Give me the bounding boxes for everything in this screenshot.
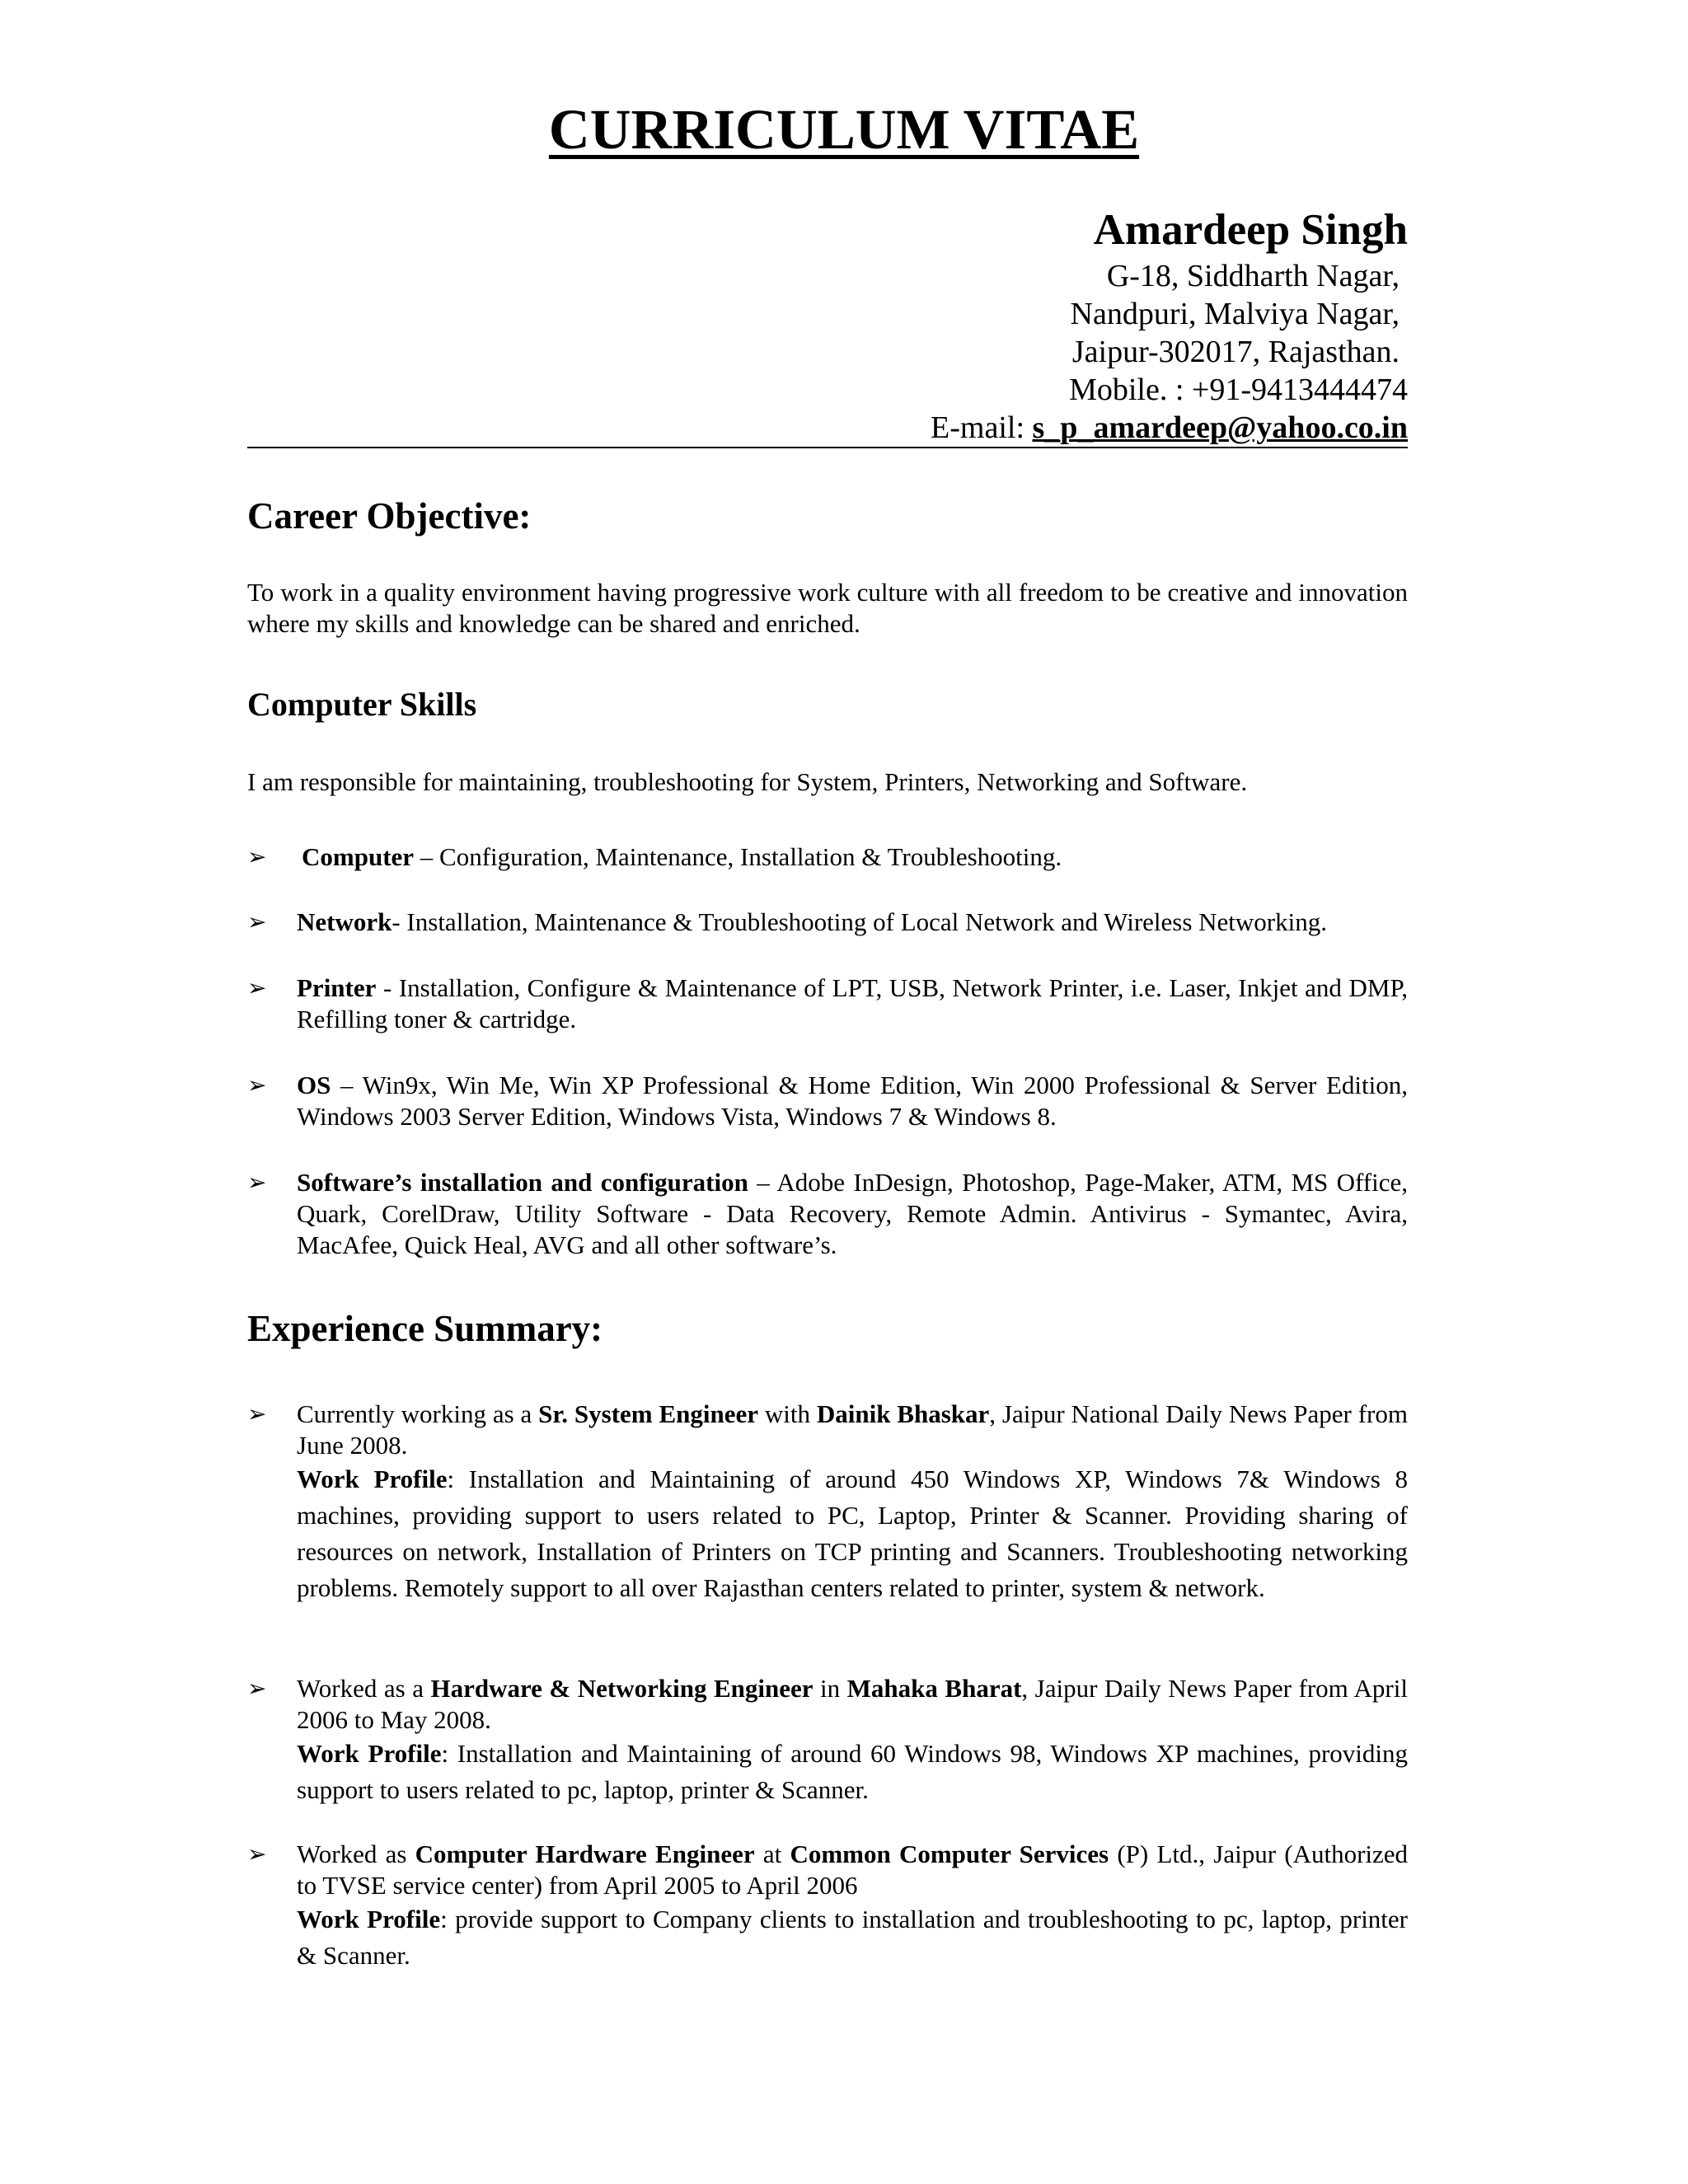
- computer-skills-heading: Computer Skills: [247, 686, 477, 723]
- skill-item-os: [247, 1070, 1408, 1132]
- skill-item-printer: [247, 972, 1408, 1035]
- contact-block: [247, 203, 1408, 447]
- skill-label: Network: [297, 907, 392, 936]
- address-line-3: Jaipur-302017, Rajasthan.: [1071, 335, 1400, 369]
- work-profile-text: : provide support to Company clients to installation and troubleshooting to pc, laptop, printer & Scanner.: [297, 1905, 1409, 1970]
- arrow-bullet-icon: ➢: [247, 1400, 267, 1427]
- work-profile-label: Work Profile: [297, 1905, 441, 1933]
- career-objective-heading: Career Objective:: [247, 495, 532, 537]
- work-profile: [297, 1901, 1408, 1974]
- computer-skills-intro: I am responsible for maintaining, troubleshooting for System, Printers, Networking and Software.: [247, 767, 1248, 796]
- job-role: Hardware & Networking Engineer: [430, 1674, 814, 1703]
- email-link[interactable]: s_p_amardeep@yahoo.co.in: [1032, 410, 1408, 445]
- skill-item-network: [247, 907, 1408, 938]
- arrow-bullet-icon: ➢: [247, 1169, 267, 1196]
- address-line-1: G-18, Siddharth Nagar,: [1106, 259, 1400, 293]
- skill-label: Computer: [302, 842, 415, 871]
- experience-summary-heading: Experience Summary:: [247, 1308, 603, 1349]
- job-organization: Common Computer Services: [790, 1840, 1109, 1868]
- work-profile-text: : Installation and Maintaining of around 450 Windows XP, Windows 7& Windows 8 machines, providing support to users related to PC, Laptop, Printer & Scanner. Providing sharing of resources on network, Installation of Printers on TCP printing and Scanners. Troubleshooting networking problems. Remotely support to all over Rajasthan centers related to printer, system & network.: [297, 1465, 1408, 1602]
- skill-label: Software’s installation and configuration: [297, 1168, 748, 1197]
- arrow-bullet-icon: ➢: [247, 843, 267, 870]
- email-line: [247, 409, 1408, 447]
- work-profile-label: Work Profile: [297, 1739, 442, 1768]
- arrow-bullet-icon: ➢: [247, 908, 267, 935]
- arrow-bullet-icon: ➢: [247, 974, 267, 1001]
- career-objective-text: To work in a quality environment having progressive work culture with all freedom to be creative and innovation where my skills and knowledge can be shared and enriched.: [247, 578, 1408, 638]
- mobile-number: Mobile. : +91-9413444474: [1069, 373, 1408, 407]
- arrow-bullet-icon: ➢: [247, 1071, 267, 1099]
- skill-item-computer: [247, 841, 1408, 873]
- address-line-2: Nandpuri, Malviya Nagar,: [1070, 297, 1400, 331]
- email-label: E-mail:: [931, 410, 1033, 445]
- experience-item-dainik-bhaskar: ➢ Currently working as a Sr. System Engineer with Dainik Bhaskar, Jaipur National Daily News Paper from June 2008. Work Profile: Installation and Maintaining of around 450 Windows XP, Windows 7& Windows 8 machines, providing support to users related to PC, Laptop, Printer & Scanner. Providing sharing of resources on network, Installation of Printers on TCP printing and Scanners. Troubleshooting networking problems. Remotely support to all over Rajasthan centers related to printer, system & network.: [247, 1399, 1408, 1606]
- skill-text: - Installation, Maintenance & Troubleshooting of Local Network and Wireless Networking.: [392, 907, 1327, 936]
- work-profile-label: Work Profile: [297, 1465, 448, 1493]
- arrow-bullet-icon: ➢: [247, 1675, 267, 1702]
- header-divider: [247, 447, 1408, 448]
- skill-text: – Configuration, Maintenance, Installation & Troubleshooting.: [414, 842, 1062, 871]
- experience-item-common-computer-services: ➢ Worked as Computer Hardware Engineer at Common Computer Services (P) Ltd., Jaipur (Authorized to TVSE service center) from April 2005 to April 2006 Work Profile: provide support to Company clients to installation and troubleshooting to pc, laptop, printer & Scanner.: [247, 1839, 1408, 1974]
- skill-item-software: [247, 1167, 1408, 1261]
- work-profile-text: : Installation and Maintaining of around 60 Windows 98, Windows XP machines, providing support to users related to pc, laptop, printer & Scanner.: [297, 1739, 1408, 1804]
- job-organization: Dainik Bhaskar: [816, 1399, 990, 1428]
- skill-text: – Win9x, Win Me, Win XP Professional & Home Edition, Win 2000 Professional & Server Edition, Windows 2003 Server Edition, Windows Vista, Windows 7 & Windows 8.: [297, 1071, 1408, 1131]
- job-organization: Mahaka Bharat: [846, 1674, 1022, 1703]
- skill-text: - Installation, Configure & Maintenance of LPT, USB, Network Printer, i.e. Laser, Inkjet and DMP, Refilling toner & cartridge.: [297, 973, 1408, 1033]
- job-role: Computer Hardware Engineer: [415, 1840, 755, 1868]
- skill-label: Printer: [297, 973, 377, 1002]
- candidate-name: Amardeep Singh: [1093, 206, 1408, 254]
- work-profile: [297, 1736, 1408, 1808]
- document-title: CURRICULUM VITAE: [548, 98, 1140, 161]
- experience-item-mahaka-bharat: ➢ Worked as a Hardware & Networking Engineer in Mahaka Bharat, Jaipur Daily News Paper from April 2006 to May 2008. Work Profile: Installation and Maintaining of around 60 Windows 98, Windows XP machines, providing support to users related to pc, laptop, printer & Scanner.: [247, 1673, 1408, 1808]
- job-role: Sr. System Engineer: [538, 1399, 759, 1428]
- skill-text: – Adobe InDesign, Photoshop, Page-Maker, ATM, MS Office, Quark, CorelDraw, Utility Software - Data Recovery, Remote Admin. Antivirus - Symantec, Avira, MacAfee, Quick Heal, AVG and all other software’s.: [297, 1168, 1408, 1259]
- skill-label: OS: [297, 1071, 331, 1099]
- work-profile: [297, 1461, 1408, 1606]
- arrow-bullet-icon: ➢: [247, 1840, 267, 1868]
